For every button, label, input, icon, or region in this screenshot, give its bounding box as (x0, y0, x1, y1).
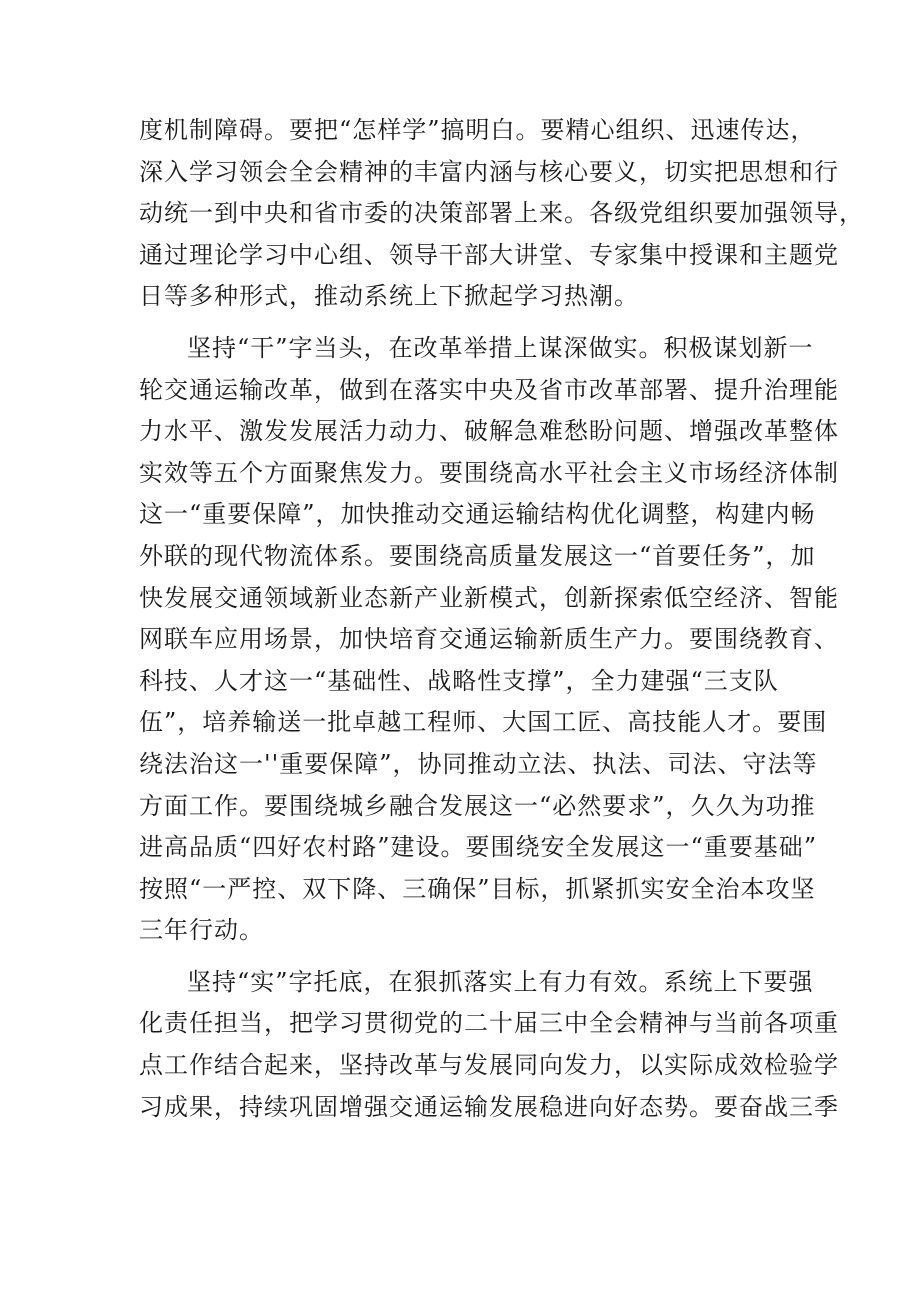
text-line: 网联车应用场景，加快培育交通运输新质生产力。要围绕教育、 (139, 625, 839, 654)
text-line: 快发展交通领域新业态新产业新模式，创新探索低空经济、智能 (139, 583, 839, 612)
text-line: 日等多种形式，推动系统上下掀起学习热潮。 (139, 282, 639, 311)
text-line: 这一“重要保障”，加快推动交通运输结构优化调整，构建内畅 (139, 500, 816, 529)
text-line: 实效等五个方面聚焦发力。要围绕高水平社会主义市场经济体制 (139, 458, 839, 487)
text-line: 进高品质“四好农村路”建设。要围绕安全发展这一“重要基础” (139, 833, 818, 862)
text-line: 化责任担当，把学习贯彻党的二十届三中全会精神与当前各项重 (139, 1009, 839, 1038)
text-line: 度机制障碍。要把“怎样学”搞明白。要精心组织、迅速传达， (139, 116, 816, 144)
text-line: 动统一到中央和省市委的决策部署上来。各级党组织要加强领导， (139, 199, 864, 228)
document-body (139, 110, 864, 1128)
paragraph-2 (139, 328, 839, 952)
paragraph-1 (139, 110, 864, 318)
text-line: 三年行动。 (139, 916, 264, 945)
text-line: 科技、人才这一“基础性、战略性支撑”，全力建强“三支队 (139, 666, 779, 695)
text-line: 深入学习领会全会精神的丰富内涵与核心要义，切实把思想和行 (139, 157, 839, 186)
text-line: 按照“一严控、双下降、三确保”目标，抓紧抓实安全治本攻坚 (139, 874, 816, 903)
text-line: 方面工作。要围绕城乡融合发展这一“必然要求”，久久为功推 (139, 791, 816, 820)
text-line: 坚持“实”字托底，在狠抓落实上有力有效。系统上下要强 (187, 967, 814, 996)
text-line: 坚持“干”字当头，在改革举措上谋深做实。积极谋划新一 (187, 333, 814, 362)
paragraph-3 (139, 962, 839, 1128)
text-line: 通过理论学习中心组、领导干部大讲堂、专家集中授课和主题党 (139, 240, 839, 269)
text-line: 习成果，持续巩固增强交通运输发展稳进向好态势。要奋战三季 (139, 1092, 839, 1121)
text-line: 外联的现代物流体系。要围绕高质量发展这一“首要任务”，加 (139, 541, 816, 570)
text-line: 力水平、激发发展活力动力、破解急难愁盼问题、增强改革整体 (139, 417, 839, 446)
text-line: 点工作结合起来，坚持改革与发展同向发力，以实际成效检验学 (139, 1051, 839, 1080)
text-line: 伍”，培养输送一批卓越工程师、大国工匠、高技能人才。要围 (139, 708, 828, 737)
text-line: 轮交通运输改革，做到在落实中央及省市改革部署、提升治理能 (139, 375, 839, 404)
text-line: 绕法治这一''重要保障”，协同推动立法、执法、司法、守法等 (139, 749, 818, 778)
